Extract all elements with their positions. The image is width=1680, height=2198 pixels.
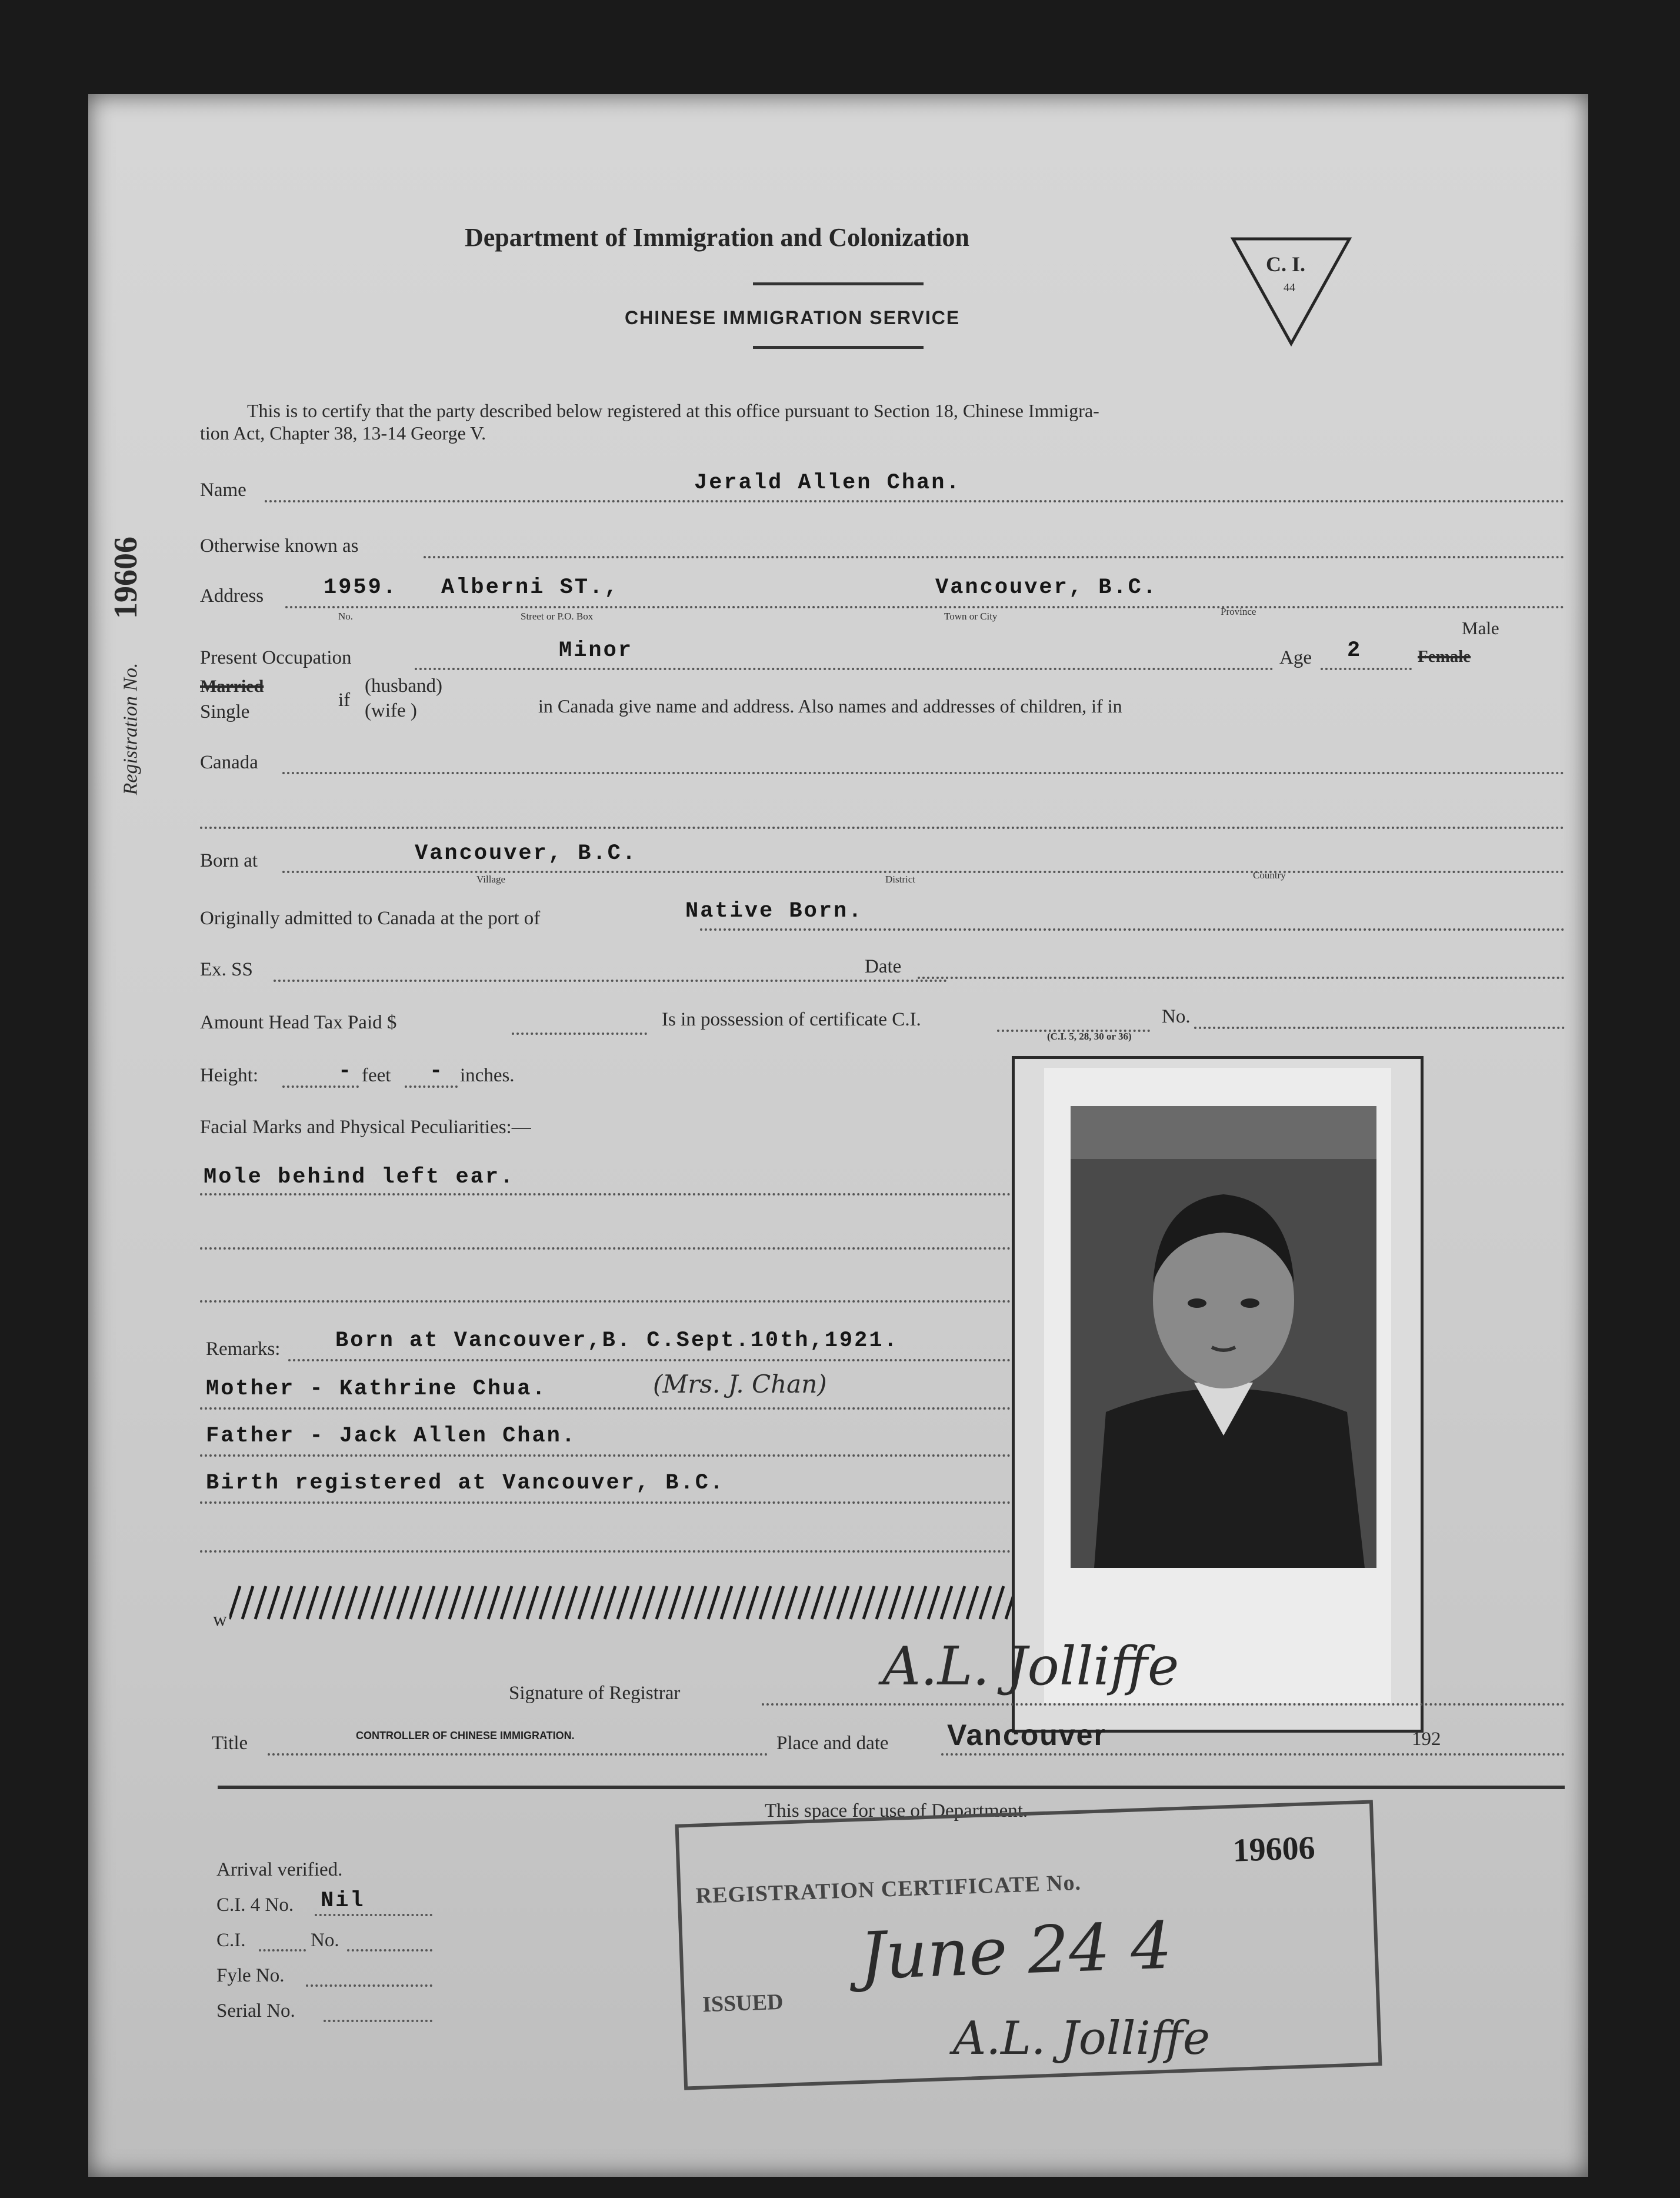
- facial-value: Mole behind left ear.: [204, 1165, 515, 1190]
- single-label: Single: [200, 701, 250, 722]
- serial-label: Serial No.: [216, 2000, 295, 2022]
- headtax-label: Amount Head Tax Paid $: [200, 1012, 397, 1033]
- ci-label: C.I.: [216, 1930, 246, 1951]
- age-value: 2: [1347, 638, 1362, 663]
- fyle-label: Fyle No.: [216, 1965, 285, 1986]
- address-sub-town: Town or City: [944, 611, 998, 622]
- title-line: [268, 1753, 768, 1756]
- certificate-paper: [88, 94, 1588, 2177]
- sex-male: Male: [1462, 618, 1499, 638]
- remarks-rule-2: [200, 1407, 1100, 1410]
- place-value: Vancouver: [947, 1719, 1106, 1751]
- inches-label: inches.: [460, 1065, 515, 1086]
- ci4-label: C.I. 4 No.: [216, 1894, 294, 1916]
- age-line: [1321, 668, 1412, 670]
- ci-no-line: [347, 1949, 432, 1951]
- headtax-line: [512, 1033, 647, 1035]
- remarks-rule-3: [200, 1454, 1100, 1457]
- remarks-line-3: Father - Jack Allen Chan.: [206, 1424, 577, 1448]
- born-label: Born at: [200, 850, 258, 871]
- name-label: Name: [200, 479, 246, 501]
- ci4-line: [315, 1914, 432, 1916]
- canada-label: Canada: [200, 752, 258, 773]
- signature-registrar-label: Signature of Registrar: [509, 1683, 681, 1704]
- child-portrait-image: [1071, 1106, 1376, 1568]
- born-sub-village: Village: [476, 874, 506, 885]
- address-number: 1959.: [324, 575, 398, 600]
- ci-note: (C.I. 5, 28, 30 or 36): [1047, 1031, 1132, 1042]
- photo-frame: [1012, 1056, 1424, 1733]
- facial-line-3: [200, 1300, 1100, 1303]
- name-value: Jerald Allen Chan.: [694, 471, 961, 495]
- stamp-issued-date: June 24 4: [858, 1907, 1174, 1994]
- stamp-number: 19606: [1232, 1829, 1316, 1869]
- remarks-line-2: Mother - Kathrine Chua.: [206, 1377, 547, 1401]
- height-feet-line: [282, 1085, 359, 1088]
- occupation-line: [415, 668, 1274, 670]
- intro-line-2: tion Act, Chapter 38, 13-14 George V.: [200, 422, 486, 444]
- height-inches-value: -: [429, 1059, 445, 1084]
- remarks-handwritten: (Mrs. J. Chan): [653, 1370, 827, 1398]
- department-divider: [218, 1786, 1565, 1789]
- remarks-rule-5: [200, 1550, 1100, 1553]
- admitted-label: Originally admitted to Canada at the port of: [200, 908, 541, 929]
- serial-line: [324, 2020, 432, 2022]
- date-line: [918, 977, 1565, 979]
- height-inches-line: [405, 1085, 458, 1088]
- remarks-line-1: Born at Vancouver,B. C.Sept.10th,1921.: [335, 1328, 899, 1353]
- name-line: [265, 500, 1565, 502]
- no-label: No.: [1162, 1006, 1191, 1027]
- registration-side-number: 19606: [108, 537, 144, 619]
- otherwise-label: Otherwise known as: [200, 535, 359, 557]
- stamp-issued-label: ISSUED: [702, 1989, 784, 2017]
- husband-label: (husband): [365, 675, 442, 697]
- fyle-line: [306, 1984, 432, 1987]
- struck-out-hatch-icon: [229, 1583, 1076, 1624]
- occupation-value: Minor: [559, 638, 634, 663]
- born-sub-district: District: [885, 874, 915, 885]
- canada-line-1: [282, 772, 1565, 774]
- address-sub-province: Province: [1221, 606, 1256, 617]
- stamp-signature: A.L. Jolliffe: [953, 2012, 1210, 2065]
- facial-line-1: [200, 1193, 1100, 1195]
- form-code: C. I.: [1266, 252, 1306, 276]
- title-value: CONTROLLER OF CHINESE IMMIGRATION.: [356, 1730, 575, 1741]
- signature-line: [762, 1703, 1565, 1706]
- born-line: [282, 871, 1565, 873]
- year-value: 192: [1412, 1729, 1441, 1750]
- department-title: Department of Immigration and Colonization: [465, 223, 969, 252]
- born-value: Vancouver, B.C.: [415, 841, 638, 866]
- address-line: [285, 606, 1565, 608]
- address-street: Alberni ST.,: [441, 575, 619, 600]
- place-line: [941, 1753, 1565, 1756]
- canada-instruction: in Canada give name and address. Also names and addresses of children, if in: [538, 695, 1122, 717]
- if-label: if: [338, 690, 351, 711]
- remarks-label: Remarks:: [206, 1338, 281, 1360]
- registration-side-label: Registration No.: [119, 662, 142, 795]
- form-code-badge: [1229, 235, 1353, 347]
- remarks-rule-1: [288, 1359, 1100, 1361]
- sex-female-struck: Female: [1418, 647, 1471, 666]
- admitted-line: [700, 928, 1565, 931]
- facial-line-2: [200, 1247, 1100, 1250]
- ci4-value: Nil: [321, 1889, 365, 1913]
- height-feet-value: -: [338, 1059, 354, 1084]
- wife-label: (wife ): [365, 700, 417, 721]
- feet-label: feet: [362, 1065, 391, 1086]
- ci-line: [259, 1949, 306, 1951]
- address-label: Address: [200, 585, 264, 607]
- header-rule-top: [753, 282, 924, 285]
- age-label: Age: [1279, 647, 1312, 668]
- canada-line-2: [200, 827, 1565, 829]
- stamp-registration-label: REGISTRATION CERTIFICATE No.: [695, 1870, 1082, 1909]
- registrar-signature: A.L. Jolliffe: [882, 1636, 1179, 1697]
- occupation-label: Present Occupation: [200, 647, 352, 668]
- ci-no-label: No.: [311, 1930, 339, 1951]
- exss-label: Ex. SS: [200, 959, 253, 980]
- struck-prefix: w: [213, 1609, 227, 1630]
- remarks-rule-4: [200, 1501, 1100, 1504]
- photo-portrait: [1071, 1106, 1376, 1568]
- address-sub-no: No.: [338, 611, 354, 622]
- otherwise-line: [424, 556, 1565, 558]
- facial-label: Facial Marks and Physical Peculiarities:—: [200, 1117, 531, 1138]
- date-label: Date: [865, 956, 902, 977]
- form-number: 44: [1284, 281, 1295, 294]
- address-town: Vancouver, B.C.: [935, 575, 1158, 600]
- service-title: CHINESE IMMIGRATION SERVICE: [625, 307, 961, 328]
- possession-label: Is in possession of certificate C.I.: [662, 1009, 921, 1030]
- no-line: [1194, 1027, 1565, 1029]
- intro-line-1: This is to certify that the party described below registered at this office pursuant to Section 18, Chinese Immigra-: [247, 400, 1099, 421]
- height-label: Height:: [200, 1065, 258, 1086]
- title-label: Title: [212, 1733, 248, 1754]
- place-label: Place and date: [776, 1733, 889, 1754]
- married-struck: Married: [200, 677, 264, 696]
- address-sub-street: Street or P.O. Box: [521, 611, 594, 622]
- exss-line: [274, 980, 947, 982]
- department-use-heading: This space for use of Department.: [765, 1800, 1028, 1821]
- born-sub-country: Country: [1253, 870, 1286, 881]
- struck-out-text: [229, 1583, 1076, 1624]
- header-rule-bottom: [753, 346, 924, 349]
- remarks-line-4: Birth registered at Vancouver, B.C.: [206, 1471, 725, 1496]
- arrival-verified: Arrival verified.: [216, 1859, 343, 1880]
- admitted-value: Native Born.: [685, 899, 864, 924]
